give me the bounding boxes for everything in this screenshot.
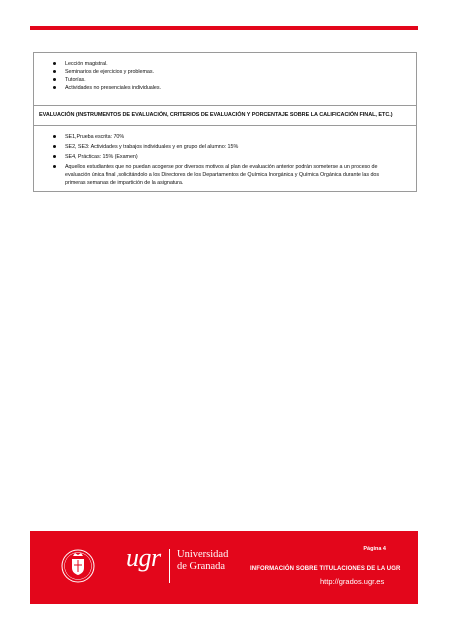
site-url[interactable]: http://grados.ugr.es: [320, 577, 385, 586]
bullet-icon: [53, 78, 56, 81]
bullet-icon: [53, 135, 56, 138]
header-red-rule: [30, 26, 418, 30]
bullet-icon: [53, 165, 56, 168]
list-item: SE1,Prueba escrita: 70%: [34, 133, 416, 141]
bullet-icon: [53, 62, 56, 65]
evaluation-box: [33, 126, 417, 192]
list-item: SE2, SE3: Actividades y trabajos individuales y en grupo del alumno: 15%: [34, 143, 416, 151]
bullet-icon: [53, 70, 56, 73]
list-item: Seminarios de ejercicios y problemas.: [34, 68, 416, 76]
bullet-icon: [53, 145, 56, 148]
bullet-icon: [53, 86, 56, 89]
logo-divider: [169, 549, 170, 583]
list-item: Aquellos estudiantes que no puedan acogerse por diversos motivos al plan de evaluación anterior podrán someterse a un proceso de evaluación única final ,solicitándolo a los Directores de los Departamentos de Química Inorgánica y Química Orgánica durante las dos primeras semanas de impartición de la asignatura.: [34, 163, 416, 187]
info-title: INFORMACIÓN SOBRE TITULACIONES DE LA UGR: [250, 566, 401, 572]
bullet-icon: [53, 155, 56, 158]
university-seal-icon: [60, 545, 96, 587]
list-item: Tutorías.: [34, 76, 416, 84]
evaluation-heading-box: [33, 106, 417, 126]
list-item: Actividades no presenciales individuales.: [34, 84, 416, 92]
evaluation-list: [34, 133, 416, 189]
university-name: Universidad de Granada: [177, 549, 229, 572]
evaluation-heading: EVALUACIÓN (INSTRUMENTOS DE EVALUACIÓN, CRITERIOS DE EVALUACIÓN Y PORCENTAJE SOBRE LA CALIFICACIÓN FINAL, ETC.): [39, 112, 393, 118]
page-number: Página 4: [363, 546, 386, 552]
list-item: Lección magistral.: [34, 60, 416, 68]
methodology-list: [34, 60, 416, 92]
list-item: SE4, Prácticas: 15% (Examen): [34, 153, 416, 161]
footer-banner: [30, 531, 418, 604]
ugr-logo-word: ugr: [126, 543, 161, 572]
methodology-box: [33, 52, 417, 106]
